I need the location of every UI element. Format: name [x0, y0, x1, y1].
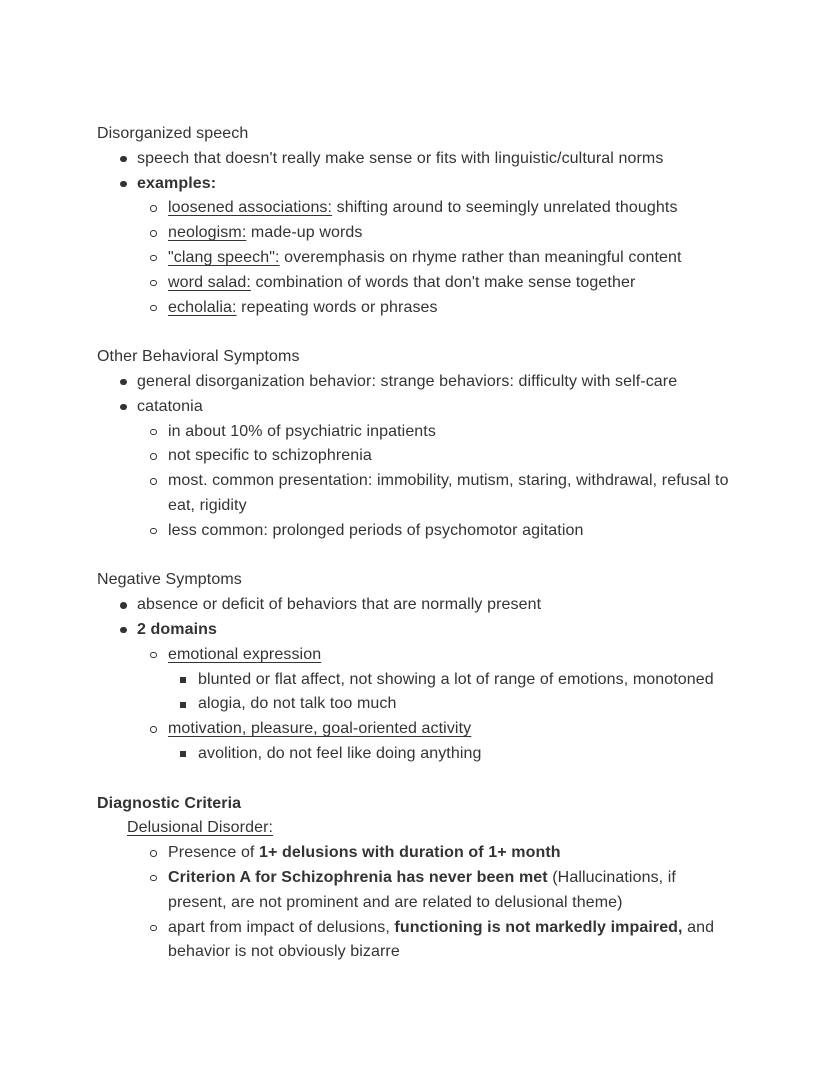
bullet-circle-icon — [150, 429, 157, 436]
bullet-circle-icon — [150, 255, 157, 262]
bullet-circle-icon — [150, 726, 157, 733]
text-run: (Hallucinations, if present, are not prominent and are related to delusional theme) — [168, 868, 676, 911]
bullet-item-level-2 — [97, 296, 731, 321]
text-run: apart from impact of delusions, — [168, 918, 395, 936]
text-run: made-up words — [246, 224, 363, 242]
text-run: catatonia — [137, 397, 203, 415]
bullet-disc-icon — [120, 627, 127, 634]
text-run: emotional expression — [168, 645, 322, 663]
bullet-item-level-2 — [97, 444, 731, 469]
text-run: Presence of — [168, 844, 260, 862]
text-run: Diagnostic Criteria — [97, 794, 242, 812]
text-run: general disorganization behavior: strange behaviors: difficulty with self-care — [137, 372, 678, 390]
bullet-circle-icon — [150, 478, 157, 485]
bullet-item-level-2 — [97, 643, 731, 668]
section-heading-negative-symptoms — [97, 568, 731, 593]
text-run: neologism: — [168, 224, 247, 242]
bullet-disc-icon — [120, 404, 127, 411]
section-heading-disorganized-speech — [97, 122, 731, 147]
text-run: loosened associations: — [168, 199, 333, 217]
bullet-item-level-2 — [97, 246, 731, 271]
section-heading-other-behavioral-symptoms — [97, 345, 731, 370]
bullet-item-level-2 — [97, 196, 731, 221]
bullet-item-level-1 — [97, 593, 731, 618]
text-run: less common: prolonged periods of psychomotor agitation — [168, 521, 584, 539]
bullet-circle-icon — [150, 652, 157, 659]
text-run: word salad: — [168, 273, 251, 291]
text-run: Delusional Disorder: — [127, 819, 274, 837]
text-run: echolalia: — [168, 298, 237, 316]
text-run: blunted or flat affect, not showing a lot of range of emotions, monotoned — [198, 670, 714, 688]
text-run: motivation, pleasure, goal-oriented activity — [168, 720, 472, 738]
text-run: Criterion A for Schizophrenia has never been met — [168, 868, 548, 886]
bullet-item-level-2 — [97, 866, 731, 916]
bullet-circle-icon — [150, 528, 157, 535]
bullet-item-level-3 — [97, 742, 731, 767]
blank-line — [97, 767, 731, 792]
text-run: Negative Symptoms — [97, 571, 242, 589]
text-run: Disorganized speech — [97, 125, 249, 142]
bullet-item-level-1 — [97, 172, 731, 197]
bullet-circle-icon — [150, 875, 157, 882]
bullet-item-level-1 — [97, 147, 731, 172]
bullet-disc-icon — [120, 602, 127, 609]
bullet-disc-icon — [120, 181, 127, 188]
bullet-disc-icon — [120, 379, 127, 386]
text-run: absence or deficit of behaviors that are normally present — [137, 596, 542, 614]
bullet-square-icon — [180, 751, 186, 757]
bullet-circle-icon — [150, 305, 157, 312]
bullet-circle-icon — [150, 925, 157, 932]
text-run: avolition, do not feel like doing anything — [198, 744, 482, 762]
bullet-circle-icon — [150, 205, 157, 212]
text-run: overemphasis on rhyme rather than meaningful content — [279, 248, 682, 266]
bullet-item-level-2 — [97, 519, 731, 544]
bullet-disc-icon — [120, 156, 127, 163]
text-run: not specific to schizophrenia — [168, 447, 372, 465]
bullet-circle-icon — [150, 230, 157, 237]
text-run: combination of words that don't make sense together — [250, 273, 636, 291]
bullet-circle-icon — [150, 453, 157, 460]
bullet-item-level-2 — [97, 916, 731, 966]
bullet-circle-icon — [150, 850, 157, 857]
bullet-item-level-1 — [97, 618, 731, 643]
bullet-item-level-1 — [97, 395, 731, 420]
subheading-delusional-disorder — [97, 816, 731, 841]
blank-line — [97, 320, 731, 345]
text-run: functioning is not markedly impaired, — [394, 918, 683, 936]
text-run: examples: — [137, 174, 217, 192]
blank-line — [97, 544, 731, 569]
bullet-item-level-1 — [97, 370, 731, 395]
text-run: repeating words or phrases — [236, 298, 438, 316]
text-run: and behavior is not obviously bizarre — [168, 918, 715, 961]
text-run: Other Behavioral Symptoms — [97, 348, 300, 366]
bullet-square-icon — [180, 677, 186, 683]
bullet-item-level-2 — [97, 469, 731, 519]
text-run: 1+ delusions with duration of 1+ month — [259, 844, 561, 862]
section-heading-diagnostic-criteria — [97, 792, 731, 817]
text-run: in about 10% of psychiatric inpatients — [168, 422, 436, 440]
bullet-item-level-2 — [97, 717, 731, 742]
bullet-item-level-3 — [97, 668, 731, 693]
bullet-item-level-3 — [97, 692, 731, 717]
text-run: most. common presentation: immobility, mutism, staring, withdrawal, refusal to eat, rigidity — [168, 472, 729, 514]
bullet-circle-icon — [150, 280, 157, 287]
text-run: "clang speech": — [168, 248, 280, 266]
text-run: shifting around to seemingly unrelated thoughts — [332, 199, 678, 217]
bullet-item-level-2 — [97, 221, 731, 246]
bullet-item-level-2 — [97, 420, 731, 445]
bullet-item-level-2 — [97, 841, 731, 866]
text-run: 2 domains — [137, 620, 218, 638]
text-run: alogia, do not talk too much — [198, 695, 397, 713]
bullet-item-level-2 — [97, 271, 731, 296]
bullet-square-icon — [180, 702, 186, 708]
text-run: speech that doesn't really make sense or fits with linguistic/cultural norms — [137, 149, 664, 167]
